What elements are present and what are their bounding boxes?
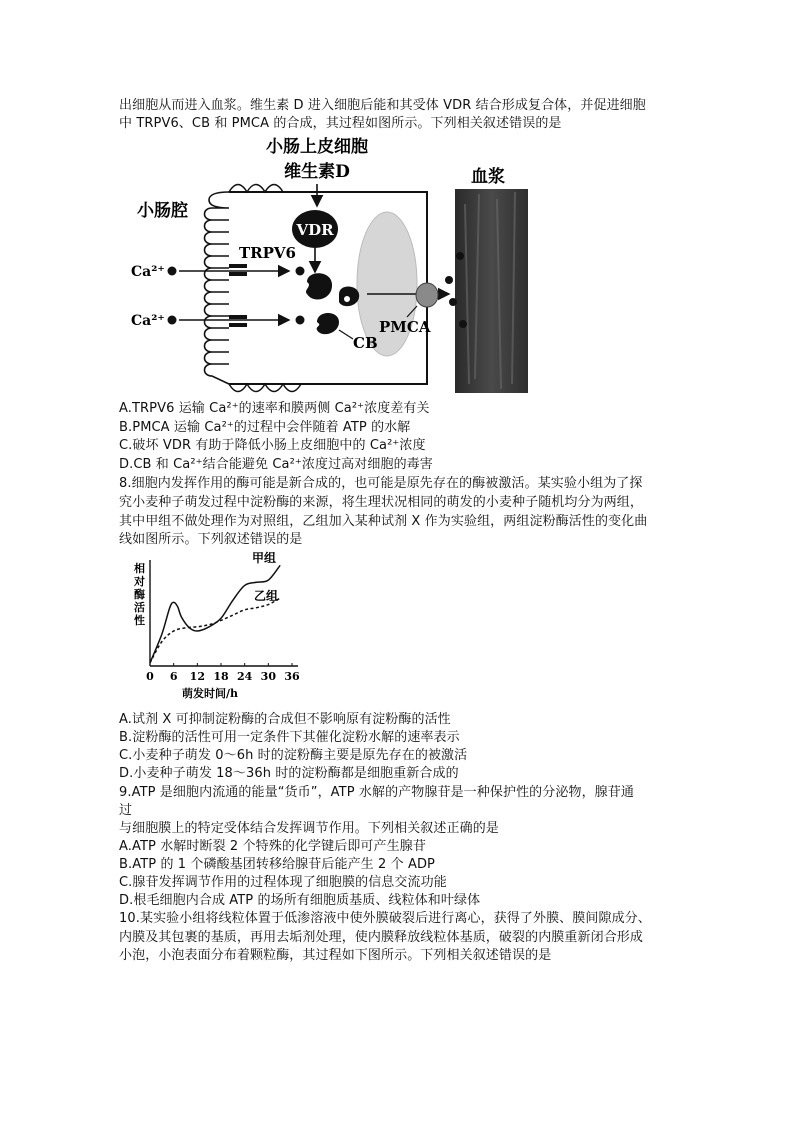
q10-stem-3: 小泡，小泡表面分布着颗粒酶，其过程如下图所示。下列相关叙述错误的是 (119, 948, 552, 963)
x-tick-label-0: 0 (146, 670, 154, 683)
q7-option-d: D.CB 和 Ca²⁺结合能避免 Ca²⁺浓度过高对细胞的毒害 (119, 457, 433, 472)
q8-stem-1: 8.细胞内发挥作用的酶可能是新合成的，也可能是原先存在的酶被激活。某实验小组为了探 (119, 476, 643, 491)
plasma-label: 血浆 (471, 167, 505, 187)
q7-intro-line-1: 出细胞从而进入血浆。维生素 D 进入细胞后能和其受体 VDR 结合形成复合体，并促进细胞 (119, 98, 646, 113)
x-tick-label-18: 18 (213, 670, 229, 683)
series-label-jia: 甲组 (252, 551, 277, 565)
q8-option-d: D.小麦种子萌发 18～36h 时的淀粉酶都是细胞重新合成的 (119, 766, 459, 781)
vdr-label: VDR (296, 221, 334, 239)
cb-label: CB (353, 334, 378, 352)
q8-stem-2: 究小麦种子萌发过程中淀粉酶的来源，将生理状况相同的萌发的小麦种子随机均分为两组， (119, 495, 644, 510)
ca-label-1: Ca²⁺ (131, 264, 165, 280)
q7-option-a: A.TRPV6 运输 Ca²⁺的速率和膜两侧 Ca²⁺浓度差有关 (119, 401, 430, 416)
q8-option-c: C.小麦种子萌发 0～6h 时的淀粉酶主要是原先存在的被激活 (119, 748, 468, 763)
q8-stem-3: 其中甲组不做处理作为对照组，乙组加入某种试剂 X 作为实验组，两组淀粉酶活性的变化曲 (119, 514, 648, 529)
lumen-label: 小肠腔 (137, 201, 188, 221)
x-tick-label-12: 12 (189, 670, 205, 683)
x-tick-label-6: 6 (169, 670, 178, 683)
q7-option-c: C.破坏 VDR 有助于降低小肠上皮细胞中的 Ca²⁺浓度 (119, 438, 426, 453)
y-axis-label: 相对酶活性 (134, 562, 145, 627)
q8-option-b: B.淀粉酶的活性可用一定条件下其催化淀粉水解的速率表示 (119, 730, 460, 745)
q10-stem-1: 10.某实验小组将线粒体置于低渗溶液中使外膜破裂后进行离心，获得了外膜、膜间隙成分、 (119, 911, 651, 926)
x-tick-label-24: 24 (237, 670, 253, 683)
q9-option-b: B.ATP 的 1 个磷酸基团转移给腺苷后能产生 2 个 ADP (119, 857, 435, 872)
q8-option-a: A.试剂 X 可抑制淀粉酶的合成但不影响原有淀粉酶的活性 (119, 712, 451, 727)
x-tick-label-30: 30 (260, 670, 276, 683)
series-line-0 (150, 565, 280, 663)
ca-label-2: Ca²⁺ (131, 313, 165, 329)
cb-protein-1 (306, 273, 332, 299)
enzyme-activity-chart (120, 548, 310, 706)
q9-stem-3: 与细胞膜上的特定受体结合发挥调节作用。下列相关叙述正确的是 (119, 821, 499, 836)
q10-stem-2: 内膜及其包裹的基质，再用去垢剂处理，使内膜释放线粒体基质，破裂的内膜重新闭合形成 (119, 930, 644, 945)
q9-option-a: A.ATP 水解时断裂 2 个特殊的化学键后即可产生腺苷 (119, 839, 426, 854)
cell-transport-figure (117, 134, 537, 396)
cell-title: 小肠上皮细胞 (266, 137, 368, 157)
q9-stem-1: 9.ATP 是细胞内流通的能量“货币”，ATP 水解的产物腺苷是一种保护性的分泌物，腺苷通 (119, 785, 634, 800)
trpv6-label: TRPV6 (239, 244, 296, 262)
q7-intro-line-2: 中 TRPV6、CB 和 PMCA 的合成，其过程如图所示。下列相关叙述错误的是 (119, 116, 562, 131)
q9-stem-2: 过 (119, 803, 133, 818)
pmca-label: PMCA (379, 318, 431, 336)
q8-stem-4: 线如图所示。下列叙述错误的是 (119, 532, 303, 547)
q9-option-c: C.腺苷发挥调节作用的过程体现了细胞膜的信息交流功能 (119, 875, 447, 890)
q7-option-b: B.PMCA 运输 Ca²⁺的过程中会伴随着 ATP 的水解 (119, 420, 411, 435)
q9-option-d: D.根毛细胞内合成 ATP 的场所有细胞质基质、线粒体和叶绿体 (119, 893, 481, 908)
x-axis-label: 萌发时间/h (181, 687, 239, 700)
pmca-pump (416, 283, 438, 307)
vitamin-d-label: 维生素D (284, 162, 350, 182)
x-tick-label-36: 36 (284, 670, 300, 683)
series-label-yi: 乙组 (254, 589, 279, 603)
cb-protein-2 (317, 313, 339, 334)
